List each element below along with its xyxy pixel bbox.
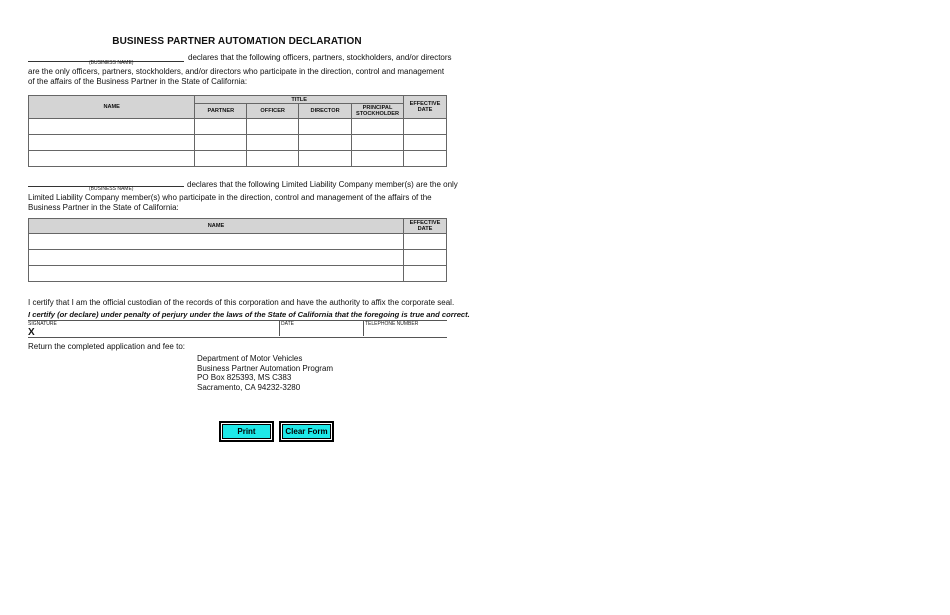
address-line-1: Department of Motor Vehicles bbox=[197, 354, 303, 363]
table-row bbox=[29, 135, 447, 151]
principal-cell[interactable] bbox=[352, 119, 404, 135]
declaration-text-1: are the only officers, partners, stockholders, and/or directors who participate in the direction, control and management of the affairs of the Business Partner in the State of California: bbox=[28, 67, 445, 86]
return-address bbox=[197, 354, 333, 392]
table-row bbox=[29, 234, 447, 250]
director-header: DIRECTOR bbox=[299, 104, 352, 119]
signature-field[interactable] bbox=[40, 322, 276, 335]
table-row bbox=[29, 250, 447, 266]
name-cell[interactable] bbox=[29, 151, 195, 167]
table-row bbox=[29, 119, 447, 135]
partner-cell[interactable] bbox=[195, 135, 247, 151]
principal-label: PRINCIPAL bbox=[362, 105, 393, 111]
date-cell[interactable] bbox=[404, 266, 447, 282]
llc-name-header: NAME bbox=[29, 219, 404, 234]
date-cell[interactable] bbox=[404, 135, 447, 151]
partner-header: PARTNER bbox=[195, 104, 247, 119]
name-cell[interactable] bbox=[29, 266, 404, 282]
llc-effective-date-header bbox=[404, 219, 447, 234]
name-cell[interactable] bbox=[29, 119, 195, 135]
name-cell[interactable] bbox=[29, 234, 404, 250]
declares-line-1: declares that the following officers, partners, stockholders, and/or directors bbox=[188, 53, 452, 62]
name-header: NAME bbox=[29, 96, 195, 119]
stockholder-label: STOCKHOLDER bbox=[355, 111, 400, 117]
name-cell[interactable] bbox=[29, 135, 195, 151]
director-cell[interactable] bbox=[299, 119, 352, 135]
llc-members-table bbox=[28, 218, 447, 282]
form-title: BUSINESS PARTNER AUTOMATION DECLARATION bbox=[112, 36, 362, 47]
address-line-3: PO Box 825393, MS C383 bbox=[197, 373, 292, 382]
name-cell[interactable] bbox=[29, 250, 404, 266]
date-cell[interactable] bbox=[404, 151, 447, 167]
principal-cell[interactable] bbox=[352, 135, 404, 151]
officer-cell[interactable] bbox=[247, 151, 299, 167]
effective-date-header bbox=[404, 96, 447, 119]
clear-form-button[interactable]: Clear Form bbox=[279, 421, 334, 442]
signature-label: SIGNATURE bbox=[28, 321, 57, 327]
partner-cell[interactable] bbox=[195, 151, 247, 167]
signature-row-double-line bbox=[28, 337, 447, 338]
principal-stockholder-header bbox=[352, 104, 404, 119]
partner-cell[interactable] bbox=[195, 119, 247, 135]
business-name-label-2: (BUSINESS NAME) bbox=[89, 186, 134, 192]
date-cell[interactable] bbox=[404, 234, 447, 250]
custodian-statement: I certify that I am the official custodian of the records of this corporation and have the authority to affix the corporate seal. bbox=[28, 298, 455, 307]
return-intro: Return the completed application and fee to: bbox=[28, 342, 185, 351]
llc-effective-label: EFFECTIVE bbox=[409, 220, 441, 226]
date-cell[interactable] bbox=[404, 250, 447, 266]
llc-date-label: DATE bbox=[417, 226, 433, 232]
officer-header: OFFICER bbox=[247, 104, 299, 119]
date-label: DATE bbox=[281, 321, 294, 327]
director-cell[interactable] bbox=[299, 135, 352, 151]
signature-mark: X bbox=[28, 327, 35, 338]
officer-cell[interactable] bbox=[247, 119, 299, 135]
phone-field[interactable] bbox=[365, 327, 445, 336]
perjury-statement: I certify (or declare) under penalty of perjury under the laws of the State of California that the foregoing is true and correct. bbox=[28, 310, 470, 319]
date-label: DATE bbox=[417, 107, 433, 113]
director-cell[interactable] bbox=[299, 151, 352, 167]
address-line-2: Business Partner Automation Program bbox=[197, 363, 334, 373]
effective-label: EFFECTIVE bbox=[409, 101, 441, 107]
title-header: TITLE bbox=[195, 96, 404, 104]
officers-table bbox=[28, 95, 447, 167]
table-row bbox=[29, 151, 447, 167]
table-row bbox=[29, 266, 447, 282]
declares-line-2: declares that the following Limited Liability Company member(s) are the only bbox=[187, 180, 458, 189]
phone-label: TELEPHONE NUMBER bbox=[365, 321, 419, 327]
date-cell[interactable] bbox=[404, 119, 447, 135]
phone-divider bbox=[363, 320, 364, 336]
business-name-label-1: (BUSINESS NAME) bbox=[89, 60, 134, 66]
officer-cell[interactable] bbox=[247, 135, 299, 151]
print-button[interactable]: Print bbox=[219, 421, 274, 442]
date-divider bbox=[279, 320, 280, 336]
address-line-4: Sacramento, CA 94232-3280 bbox=[197, 382, 301, 392]
declaration-text-2: Limited Liability Company member(s) who participate in the direction, control and management of the affairs of the Business Partner in the State of California: bbox=[28, 193, 432, 212]
principal-cell[interactable] bbox=[352, 151, 404, 167]
date-field[interactable] bbox=[281, 327, 361, 336]
